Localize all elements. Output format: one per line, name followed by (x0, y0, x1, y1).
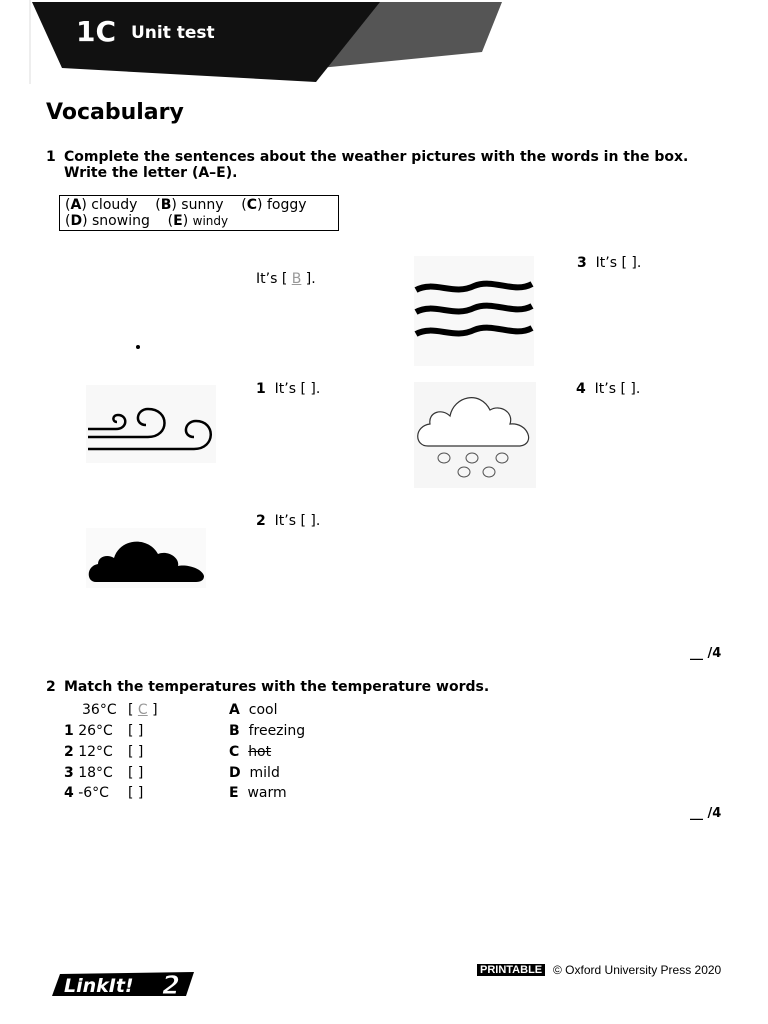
windy-icon (86, 385, 216, 463)
match-blank: [ ] (128, 723, 144, 739)
temperature-row: 2 12°C (64, 744, 113, 760)
unit-title: Unit test (131, 23, 215, 43)
printable-badge: PRINTABLE (477, 964, 545, 976)
question-2-instruction: Match the temperatures with the temperature words. (64, 679, 490, 695)
temperature-word: B freezing (229, 723, 306, 739)
section-title: Vocabulary (46, 100, 184, 125)
example-sentence: It’s [ B ]. (256, 271, 316, 287)
example-match: [ C ] (128, 702, 158, 718)
copyright: © Oxford University Press 2020 (553, 963, 722, 977)
question-1-number: 1 (46, 149, 56, 165)
temperature-word: A cool (229, 702, 278, 718)
example-temperature: 36°C (82, 702, 117, 718)
temperature-row: 1 26°C (64, 723, 113, 739)
snowing-icon (414, 382, 536, 488)
item-4-sentence: 4 It’s [ ]. (576, 381, 641, 397)
question-2-number: 2 (46, 679, 56, 695)
svg-text:LinkIt!: LinkIt! (64, 975, 134, 997)
unit-code: 1C (76, 15, 117, 48)
linkit-logo (50, 968, 198, 1000)
item-1-sentence: 1 It’s [ ]. (256, 381, 321, 397)
temperature-row: 4 -6°C (64, 785, 109, 801)
temperature-word: D mild (229, 765, 280, 781)
temperature-word: E warm (229, 785, 287, 801)
match-blank: [ ] (128, 744, 144, 760)
word-box (59, 195, 339, 231)
temperature-row: 3 18°C (64, 765, 113, 781)
word-box-row-2: (D) snowing (E) windy (65, 213, 229, 229)
item-3-sentence: 3 It’s [ ]. (577, 255, 642, 271)
question-1-instruction-line2: Write the letter (A–E). (64, 165, 238, 181)
question-1-score: __ /4 (690, 646, 722, 661)
sunny-icon (134, 343, 142, 351)
cloudy-icon (86, 528, 206, 588)
word-box-row-1: (A) cloudy (B) sunny (C) foggy (65, 197, 307, 213)
temperature-word: C hot (229, 744, 272, 760)
question-1-instruction-line1: Complete the sentences about the weather pictures with the words in the box. (64, 149, 689, 165)
item-2-sentence: 2 It’s [ ]. (256, 513, 321, 529)
question-2-score: __ /4 (690, 806, 722, 821)
match-blank: [ ] (128, 765, 144, 781)
svg-text:2: 2 (162, 971, 181, 1000)
foggy-icon (414, 256, 534, 366)
match-blank: [ ] (128, 785, 144, 801)
example-answer: B (291, 271, 302, 287)
